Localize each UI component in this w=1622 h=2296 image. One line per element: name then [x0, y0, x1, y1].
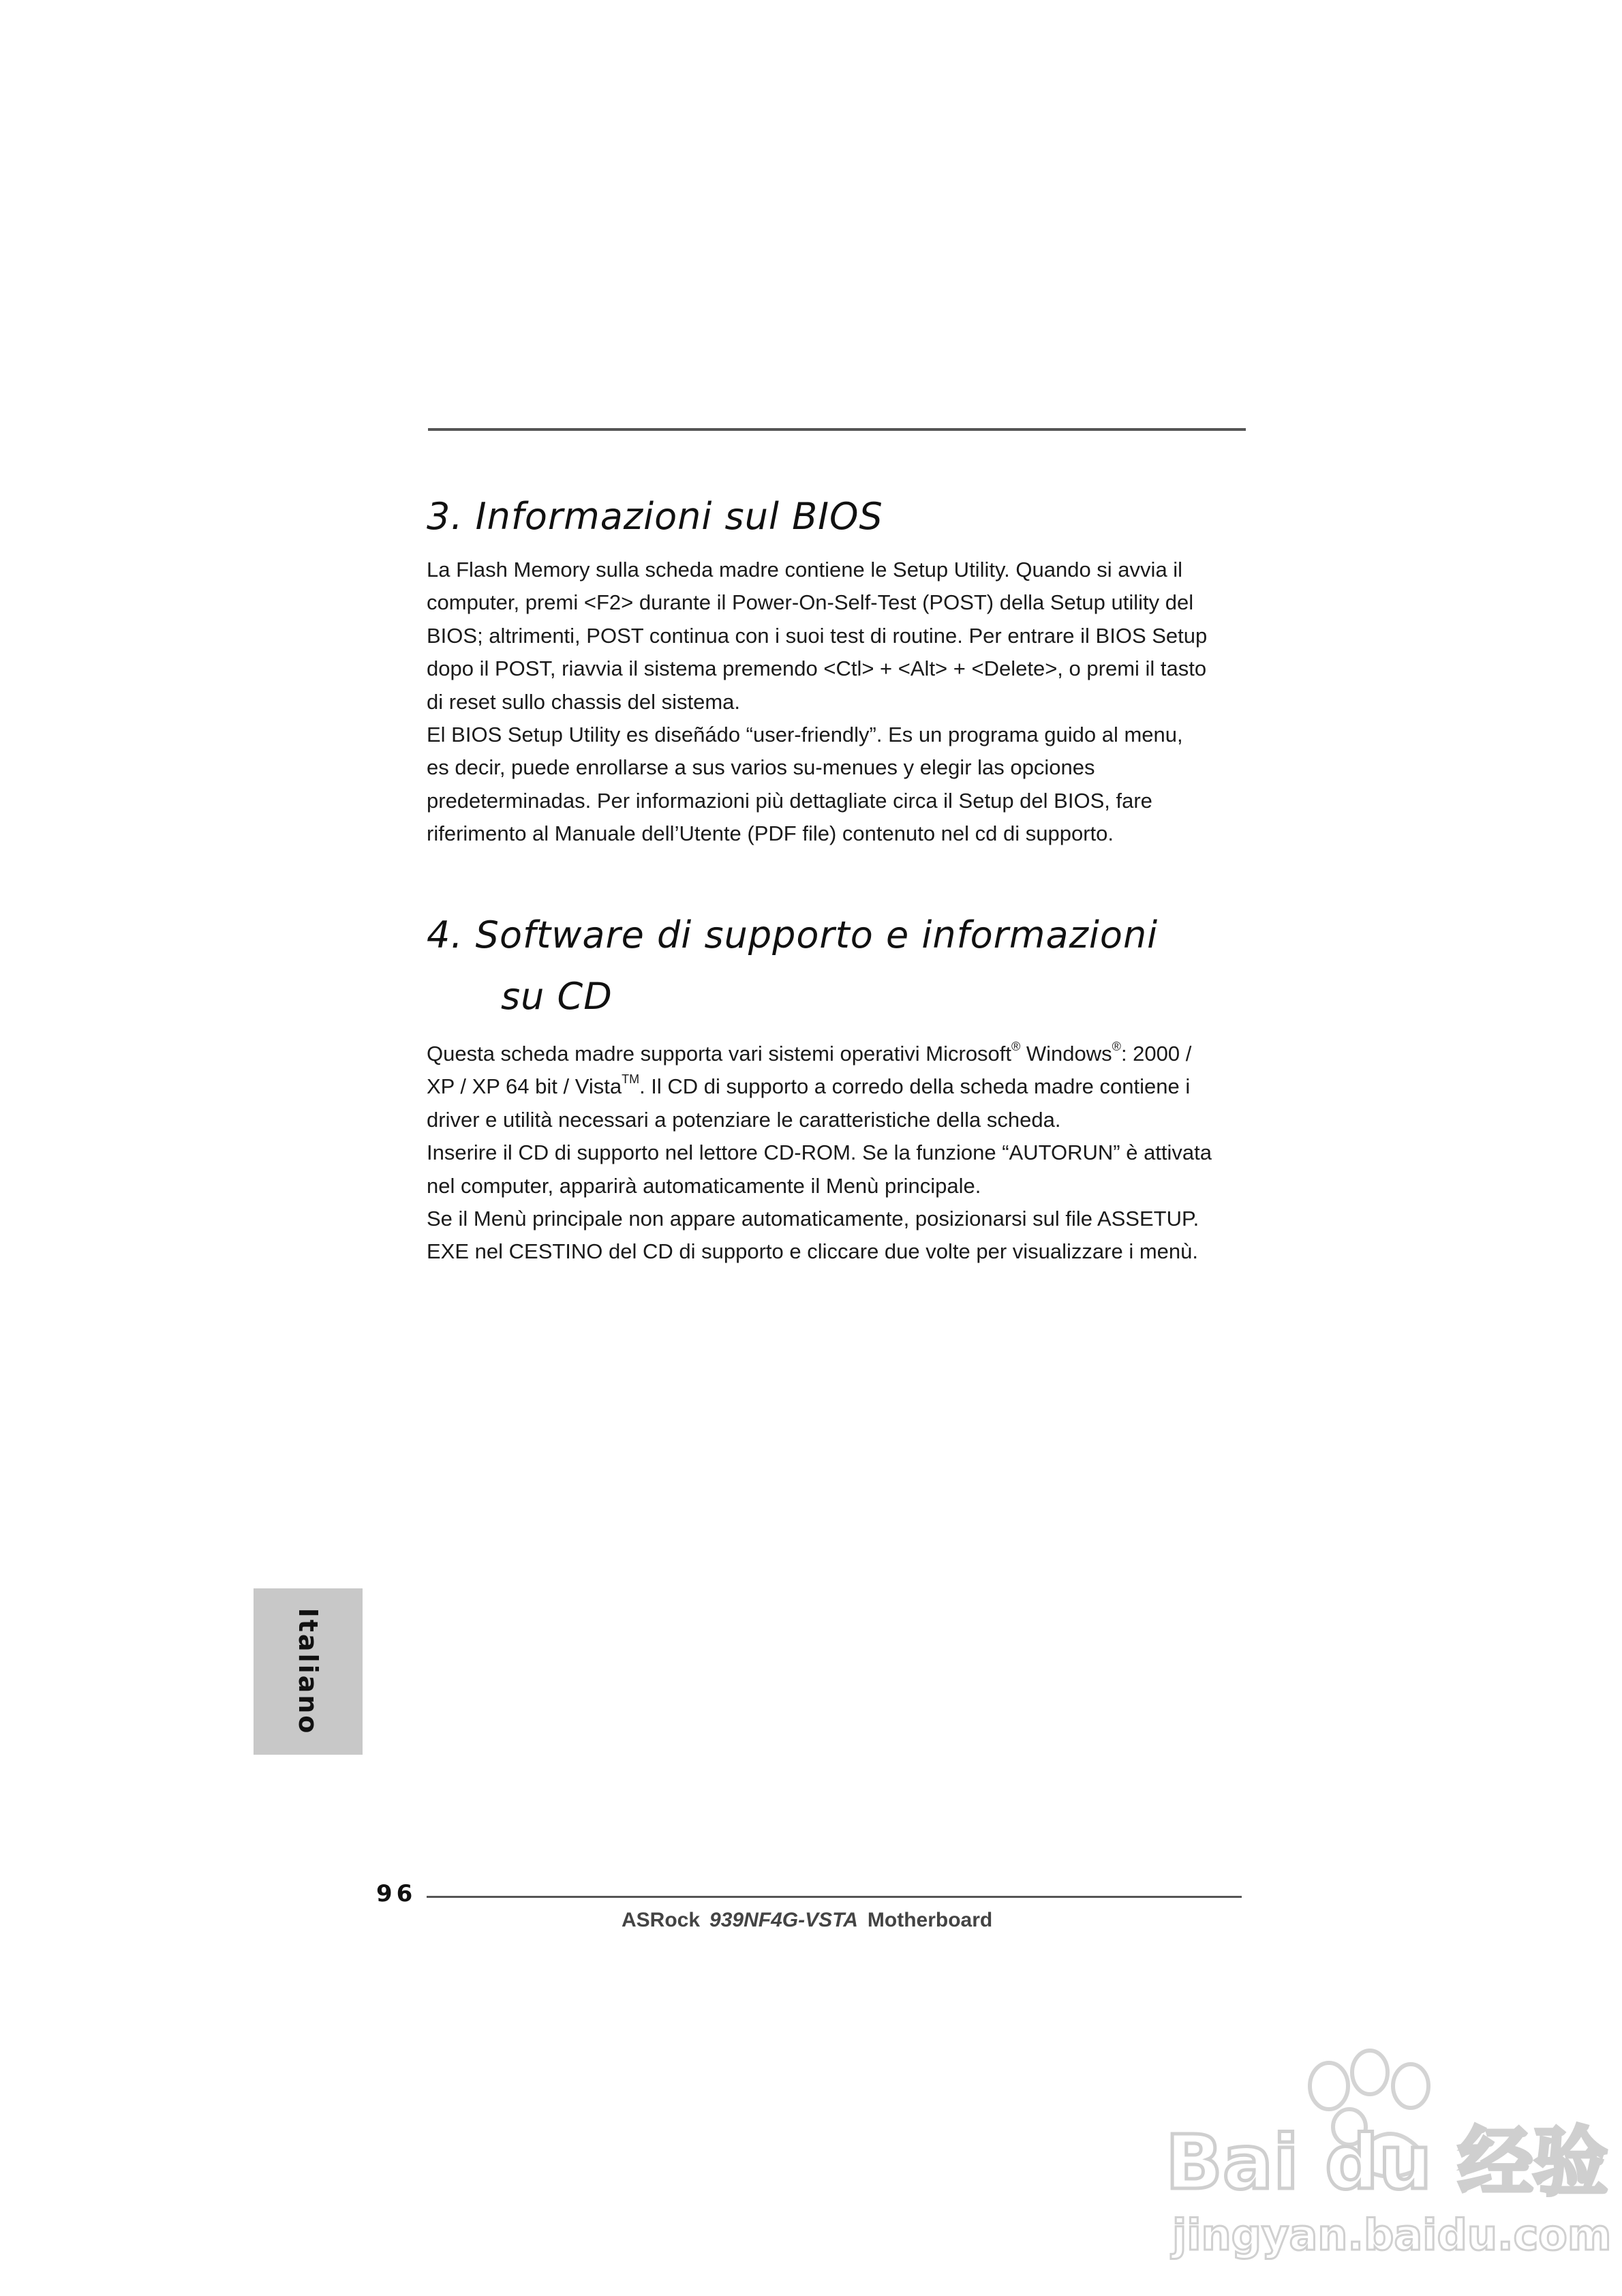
language-tab-label: Italiano: [293, 1607, 323, 1736]
text-line: La Flash Memory sulla scheda madre contiene le Setup Utility. Quando si avvia il: [427, 558, 1183, 581]
text-line: nel computer, apparirà automaticamente il Menù principale.: [427, 1173, 981, 1198]
footer-rule: [427, 1896, 1242, 1898]
text-line: dopo il POST, riavvia il sistema premendo <Ctl> + <Alt> + <Delete>, o premi il tasto: [427, 656, 1207, 681]
registered-mark: ®: [1011, 1039, 1021, 1053]
footer: [622, 1909, 992, 1932]
footer-brand: ASRock: [622, 1909, 701, 1931]
text-line: di reset sullo chassis del sistema.: [427, 689, 741, 714]
text-line: [427, 1038, 1251, 1070]
section-3-title: 3. Informazioni sul BIOS: [427, 495, 883, 538]
text-segment: : 2000 /: [1120, 1042, 1192, 1066]
section-3-body: [427, 554, 1251, 851]
footer-model: 939NF4G-VSTA: [709, 1909, 858, 1931]
text-line: es decir, puede enrollarse a sus varios su-menues y elegir las opciones: [427, 755, 1095, 780]
page-number: 96: [376, 1880, 417, 1907]
text-line: Inserire il CD di supporto nel lettore CD-ROM. Se la funzione “AUTORUN” è attivata: [427, 1141, 1212, 1165]
text-line: EXE nel CESTINO del CD di supporto e cliccare due volte per visualizzare i menù.: [427, 1239, 1198, 1264]
text-line: [427, 1070, 1251, 1103]
watermark-logo: Bai du 经验: [1165, 2119, 1608, 2206]
text-line: BIOS; altrimenti, POST continua con i suoi test di routine. Per entrare il BIOS Setup: [427, 623, 1208, 648]
text-line: driver e utilità necessari a potenziare le caratteristiche della scheda.: [427, 1107, 1061, 1132]
text-segment: XP / XP 64 bit / Vista: [427, 1074, 622, 1099]
text-line: riferimento al Manuale dell’Utente (PDF file) contenuto nel cd di supporto.: [427, 821, 1114, 846]
text-line: computer, premi <F2> durante il Power-On-Self-Test (POST) della Setup utility del: [427, 590, 1194, 615]
text-line: Se il Menù principale non appare automaticamente, posizionarsi sul file ASSETUP.: [427, 1207, 1199, 1231]
watermark-url: jingyan.baidu.com: [1172, 2210, 1612, 2260]
text-segment: . Il CD di supporto a corredo della scheda madre contiene i: [639, 1074, 1191, 1099]
top-rule: [428, 428, 1246, 431]
text-line: predeterminadas. Per informazioni più dettagliate circa il Setup del BIOS, fare: [427, 788, 1152, 813]
text-segment: Windows: [1020, 1042, 1112, 1066]
footer-product: Motherboard: [867, 1909, 993, 1931]
section-4-title-line1: 4. Software di supporto e informazioni: [427, 913, 1159, 956]
baidu-jingyan-watermark: [1159, 2045, 1612, 2263]
text-segment: Questa scheda madre supporta vari sistemi operativi Microsoft: [427, 1042, 1012, 1066]
text-line: El BIOS Setup Utility es diseñádo “user-friendly”. Es un programa guido al menu,: [427, 723, 1183, 747]
section-4-title-line2: su CD: [501, 975, 613, 1018]
registered-mark: ®: [1112, 1039, 1121, 1053]
section-4-body: [427, 1038, 1251, 1269]
trademark-mark: TM: [622, 1072, 640, 1087]
